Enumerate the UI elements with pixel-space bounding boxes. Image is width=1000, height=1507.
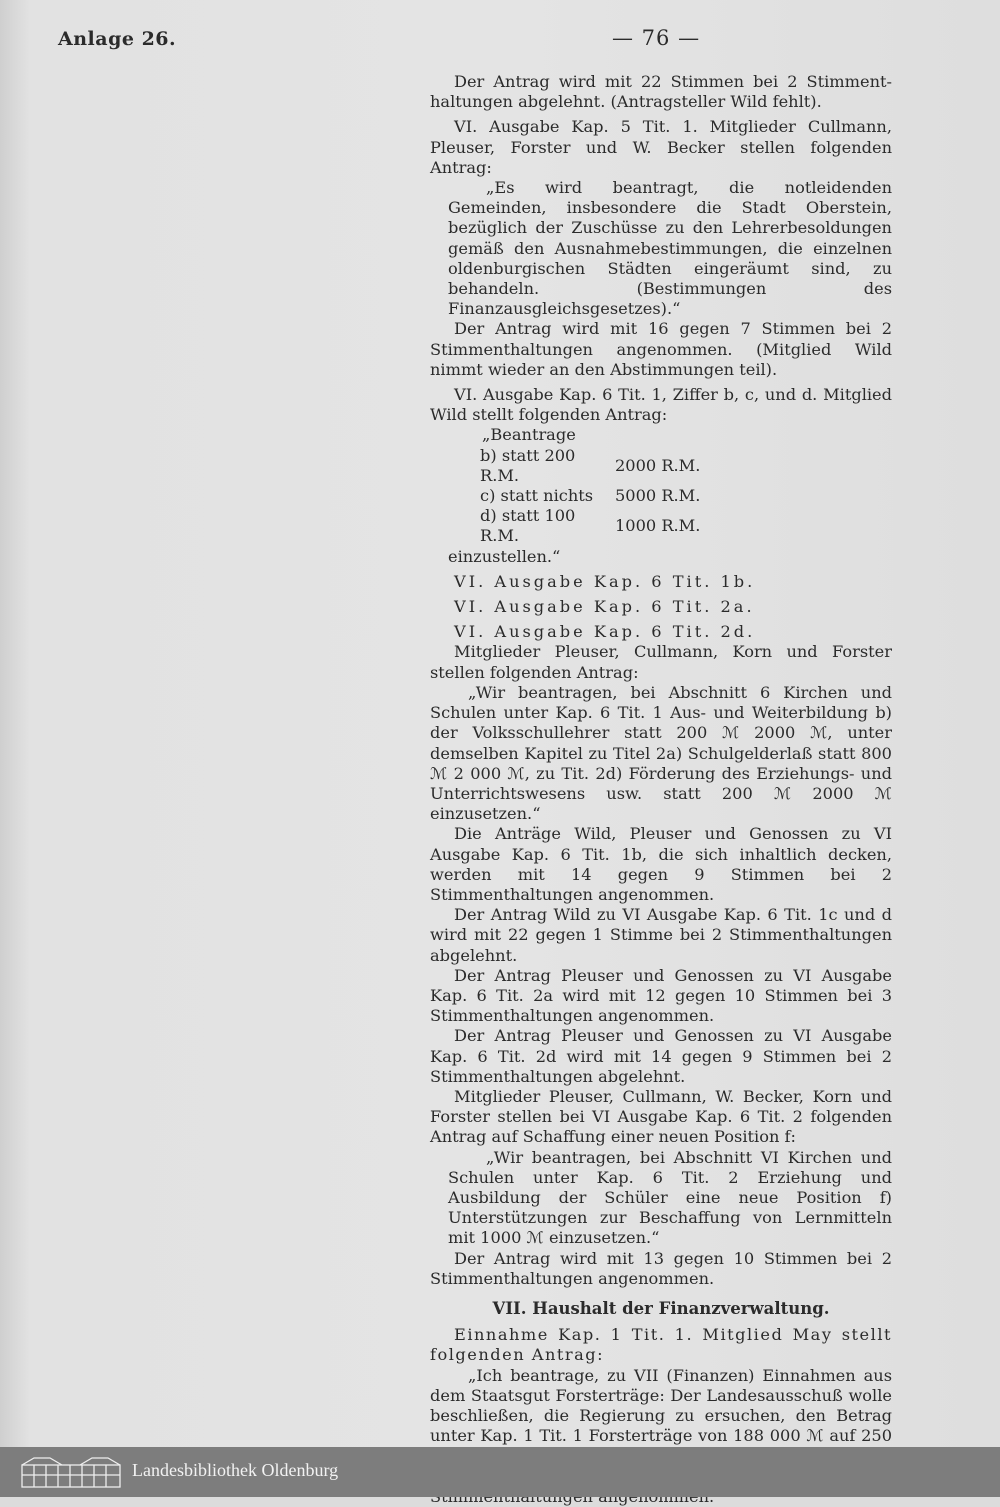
paragraph: VI. Ausgabe Kap. 5 Tit. 1. Mitglieder Cullmann, Pleuser, Forster und W. Becker stellen folgenden Antrag:: [430, 117, 892, 177]
paragraph: Einnahme Kap. 1 Tit. 1. Mitglied May stellt folgenden Antrag:: [430, 1325, 892, 1365]
paragraph: Der Antrag wird mit 16 gegen 7 Stimmen bei 2 Stimmenthaltungen angenommen. (Mitglied Wild nimmt wieder an den Abstimmungen teil).: [430, 319, 892, 379]
amount-table: [480, 446, 700, 547]
library-footer: [0, 1447, 1000, 1497]
paragraph: Die Anträge Wild, Pleuser und Genossen zu VI Ausgabe Kap. 6 Tit. 1b, die sich inhaltlich decken, werden mit 14 gegen 9 Stimmen bei 2 Stimmenthaltungen angenommen.: [430, 824, 892, 904]
list-item: VI. Ausgabe Kap. 6 Tit. 2d.: [454, 622, 756, 642]
paragraph: Der Antrag wird mit 22 Stimmen bei 2 Stimment-haltungen abgelehnt. (Antragsteller Wild fehlt).: [430, 72, 892, 112]
paragraph: Mitglieder Pleuser, Cullmann, Korn und Forster stellen folgenden Antrag:: [430, 642, 892, 682]
paragraph: Der Antrag Pleuser und Genossen zu VI Ausgabe Kap. 6 Tit. 2d wird mit 14 gegen 9 Stimmen bei 2 Stimmenthaltungen abgelehnt.: [430, 1026, 892, 1086]
paragraph: Mitglieder Pleuser, Cullmann, W. Becker, Korn und Forster stellen bei VI Ausgabe Kap. 6 Tit. 2 folgenden Antrag auf Schaffung einer neuen Position f:: [430, 1086, 892, 1147]
table-cell: 2000 R.M.: [615, 455, 701, 475]
table-row: [480, 446, 700, 486]
list-item: VI. Ausgabe Kap. 6 Tit. 1b.: [454, 571, 756, 591]
table-row: [480, 506, 700, 546]
library-building-icon: [20, 1455, 122, 1493]
table-row: [480, 486, 700, 506]
text-column: [430, 72, 892, 1507]
paragraph: Der Antrag Pleuser und Genossen zu VI Ausgabe Kap. 6 Tit. 2a wird mit 12 gegen 10 Stimmen bei 3 Stimmenthaltungen angenommen.: [430, 965, 892, 1026]
table-cell: 1000 R.M.: [615, 516, 701, 536]
paragraph: VI. Ausgabe Kap. 6 Tit. 1, Ziffer b, c, und d. Mitglied Wild stellt folgenden Antrag:: [430, 385, 892, 425]
quotation: „Wir beantragen, bei Abschnitt VI Kirchen und Schulen unter Kap. 6 Tit. 2 Erziehung und Ausbildung der Schüler eine neue Position f) Unterstützungen zur Beschaffung von Lernmitteln mit 1000 ℳ einzusetzen.“: [448, 1147, 892, 1248]
library-name: Landesbibliothek Oldenburg: [132, 1460, 339, 1480]
table-cell: 5000 R.M.: [615, 486, 701, 506]
table-cell: d) statt 100 R.M.: [480, 506, 576, 546]
quotation-end: einzustellen.“: [448, 546, 561, 566]
paragraph: Der Antrag Wild zu VI Ausgabe Kap. 6 Tit. 1c und d wird mit 22 gegen 1 Stimme bei 2 Stimmenthaltungen abgelehnt.: [430, 905, 892, 965]
quotation: „Ich beantrage, zu VII (Finanzen) Einnahmen aus dem Staatsgut Forsterträge: Der Landesausschuß wolle beschließen, die Regierung zu ersuchen, den Betrag unter Kap. 1 Tit. 1 Forsterträge von 188 000 ℳ auf 250: [430, 1365, 892, 1446]
table-cell: c) statt nichts: [480, 486, 594, 506]
list-item: VI. Ausgabe Kap. 6 Tit. 2a.: [454, 597, 755, 617]
page-number: — 76 —: [612, 26, 701, 50]
quotation: „Es wird beantragt, die notleidenden Gemeinden, insbesondere die Stadt Oberstein, bezüglich der Zuschüsse zu den Lehrerbesoldungen gemäß den Ausnahmebestimmungen, die einzelnen oldenburgischen Städten eingeräumt sind, zu behandeln. (Bestimmungen des Finanzausgleichsgesetzes).“: [448, 178, 892, 319]
quotation-intro: „Beantrage: [482, 425, 576, 445]
appendix-label: Anlage 26.: [58, 28, 177, 50]
table-cell: b) statt 200 R.M.: [480, 445, 576, 485]
section-heading: VII. Haushalt der Finanzverwaltung.: [492, 1298, 830, 1318]
paragraph: Der Antrag wird mit 13 gegen 10 Stimmen bei 2 Stimmenthaltungen angenommen.: [430, 1248, 892, 1288]
quotation: „Wir beantragen, bei Abschnitt 6 Kirchen und Schulen unter Kap. 6 Tit. 1 Aus- und Weiterbildung b) der Volksschullehrer statt 200 ℳ 2000 ℳ, unter demselben Kapitel zu Titel 2a) Schulgelderlaß statt 800 ℳ 2 000 ℳ, zu Tit. 2d) Förderung des Erziehungs- und Unterrichtswesens usw. statt 200 ℳ 2000 ℳ einzusetzen.“: [430, 682, 892, 824]
